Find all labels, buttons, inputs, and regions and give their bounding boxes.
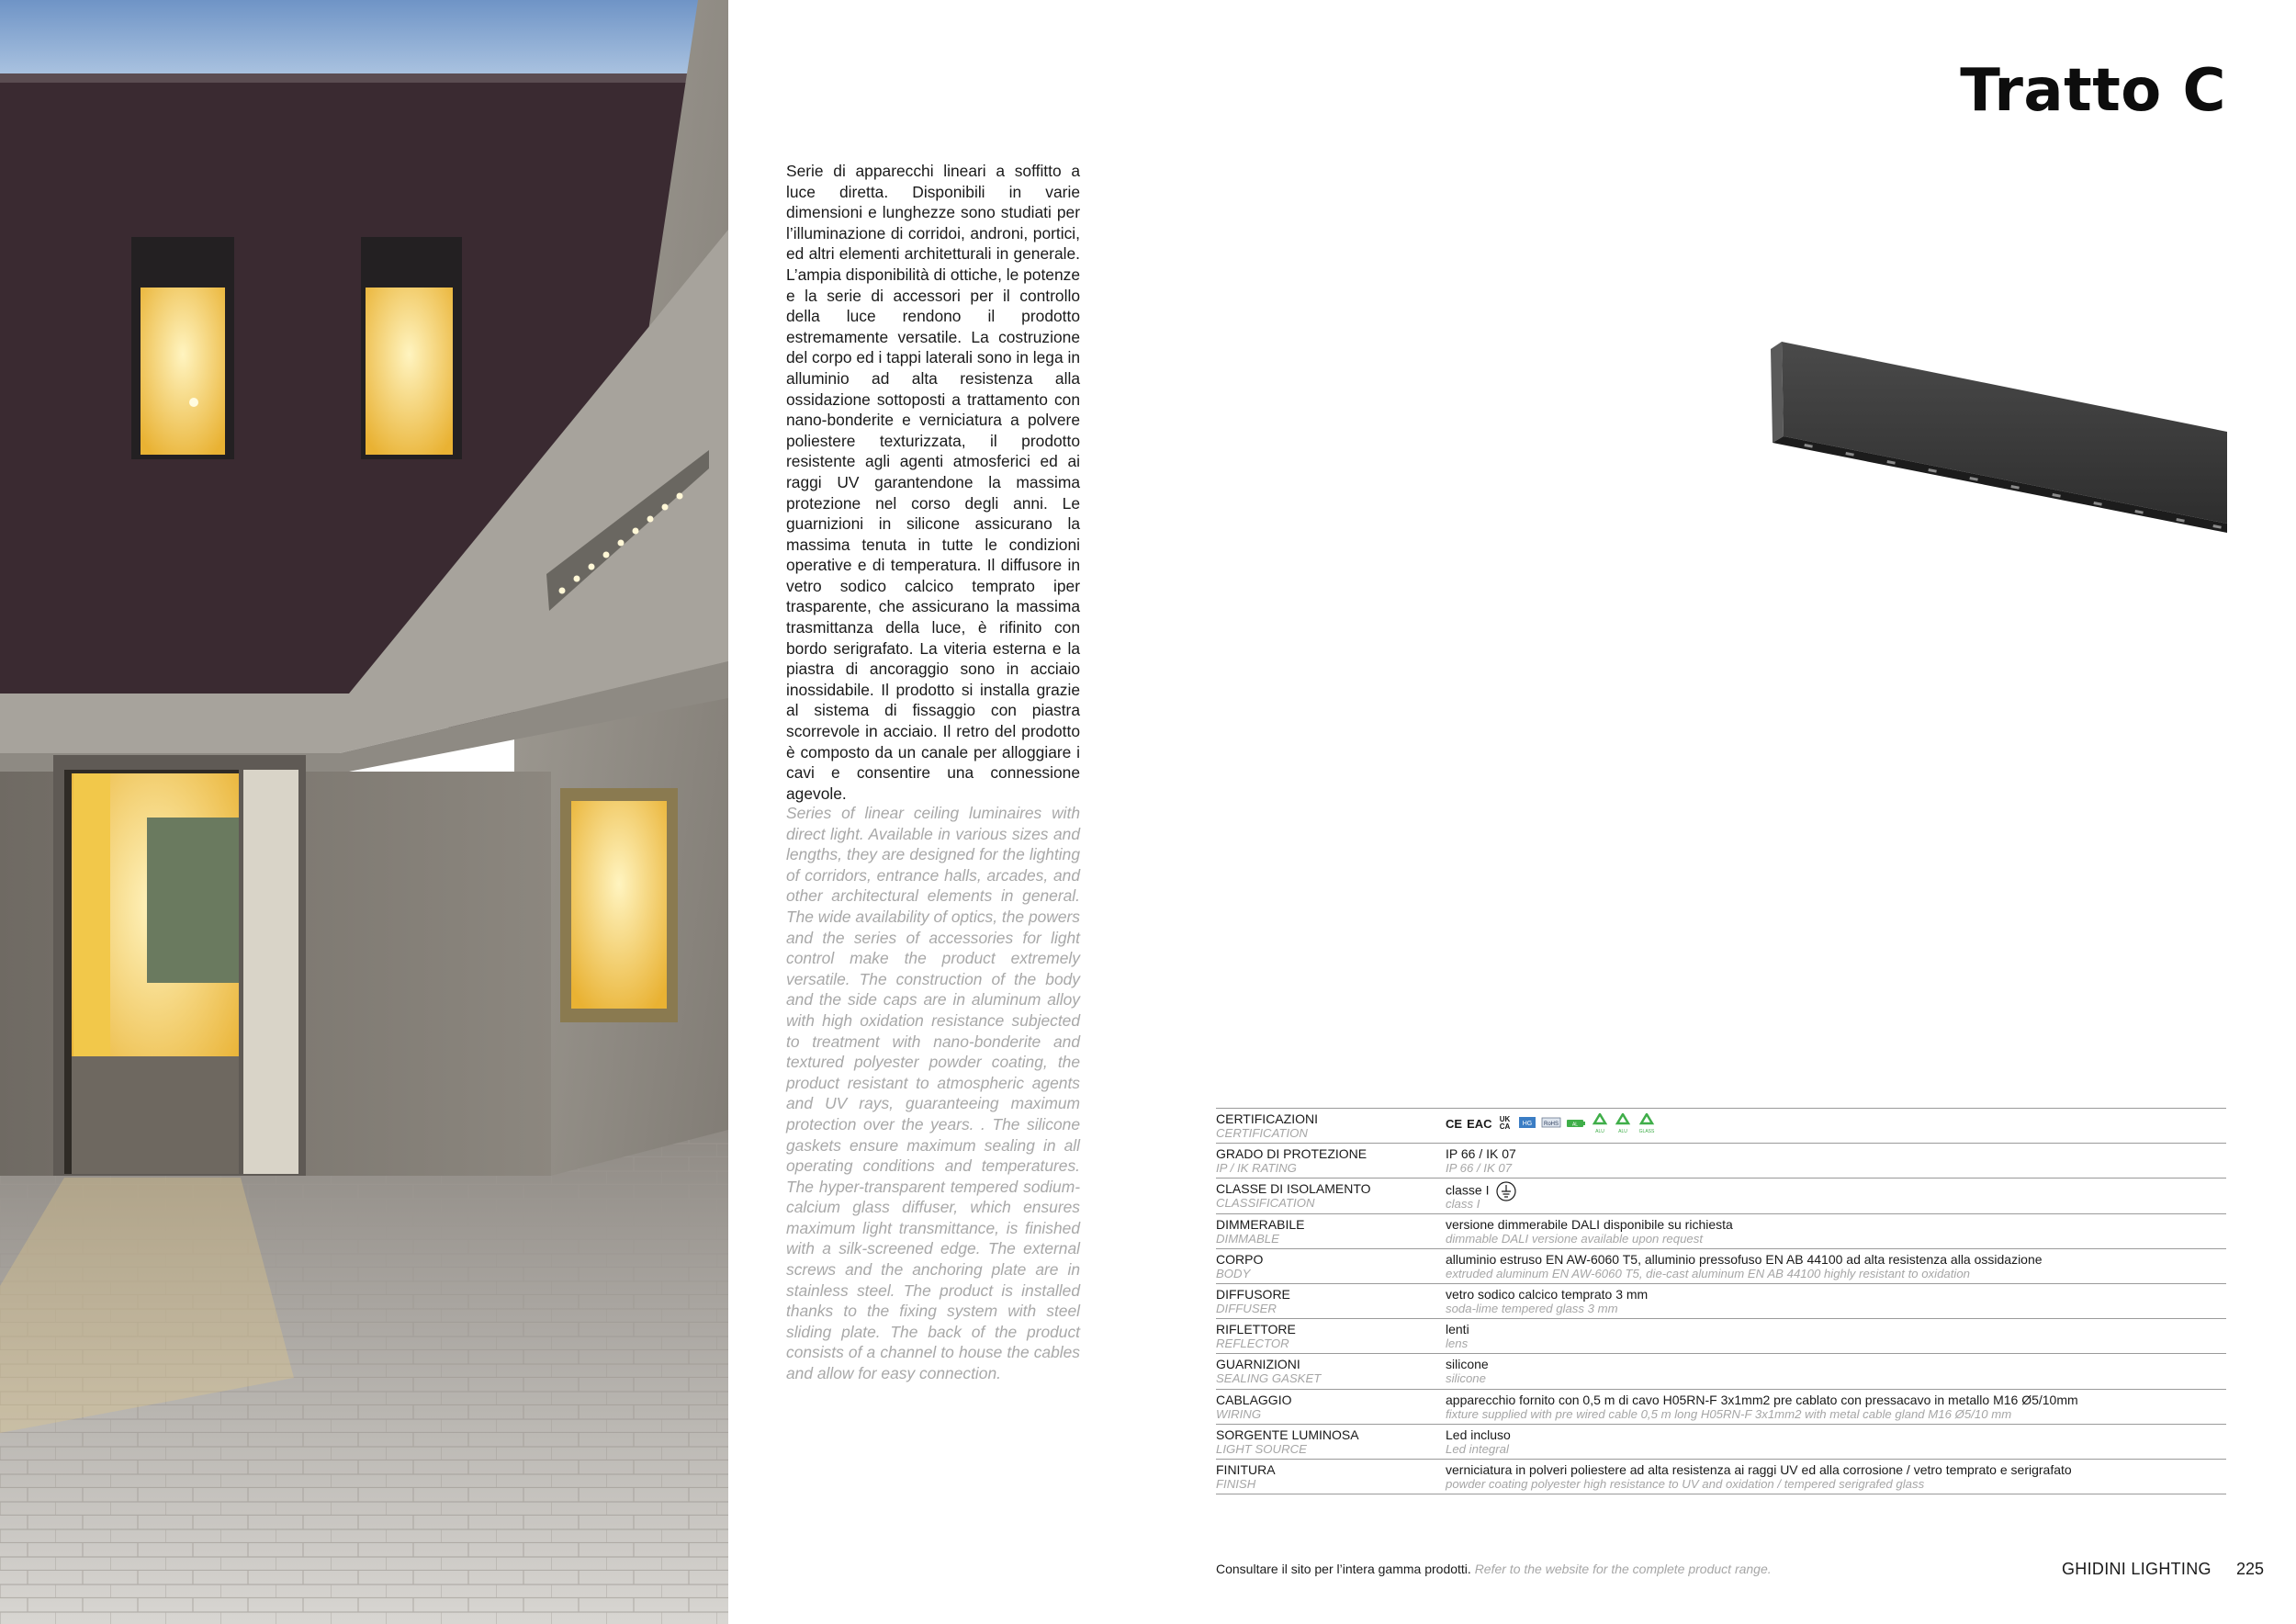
rohs-badge-icon: [1541, 1114, 1561, 1133]
spec-row-light-source: [1216, 1425, 2226, 1460]
spec-label: CORPO: [1216, 1251, 1264, 1267]
brand-name: GHIDINI LIGHTING: [2062, 1560, 2212, 1578]
spec-row-dimmable: [1216, 1214, 2226, 1249]
spec-value: verniciatura in polveri poliestere ad alta resistenza ai raggi UV ed alla corrosione / vetro temprato e serigrafato: [1446, 1461, 2072, 1477]
spec-row-reflector: [1216, 1319, 2226, 1354]
svg-text:RoHS: RoHS: [1543, 1122, 1559, 1127]
spec-label-en: CERTIFICATION: [1216, 1126, 1308, 1140]
spec-value-en: extruded aluminum EN AW-6060 T5, die-cast aluminum EN AB 44100 highly resistant to oxidation: [1446, 1266, 1971, 1280]
spec-label: SORGENTE LUMINOSA: [1216, 1427, 1359, 1442]
spec-value-en: lens: [1446, 1336, 1469, 1351]
ukca-mark-icon: UK CA: [1499, 1115, 1511, 1131]
spec-value-en: class I: [1446, 1197, 1480, 1212]
spec-row-certifications: [1216, 1109, 2226, 1144]
spec-row-finish: [1216, 1460, 2226, 1494]
spec-value-en: Led integral: [1446, 1441, 1509, 1456]
ce-mark-icon: CE: [1446, 1116, 1463, 1131]
svg-text:ALU: ALU: [1594, 1129, 1604, 1133]
recycle-icon: [1614, 1113, 1632, 1133]
spec-table: [1216, 1108, 2226, 1494]
svg-text:HG: HG: [1522, 1121, 1532, 1127]
spec-label-en: REFLECTOR: [1216, 1336, 1289, 1351]
footer-note-en: Refer to the website for the complete product range.: [1474, 1562, 1772, 1576]
spec-value-en: silicone: [1446, 1371, 1486, 1386]
spec-row-ip-rating: [1216, 1144, 2226, 1179]
spec-label: DIMMERABILE: [1216, 1216, 1305, 1232]
svg-text:GLASS: GLASS: [1638, 1129, 1654, 1133]
spec-label: CABLAGGIO: [1216, 1392, 1292, 1407]
spec-value: classe I: [1446, 1183, 1490, 1199]
eac-mark-icon: EAC: [1467, 1116, 1492, 1131]
spec-value: Led incluso: [1446, 1427, 1511, 1442]
spec-label-en: FINISH: [1216, 1476, 1256, 1491]
lower-window: [571, 801, 667, 1009]
spec-label: CERTIFICAZIONI: [1216, 1111, 1318, 1126]
spec-value-en: IP 66 / IK 07: [1446, 1161, 1513, 1176]
spec-value: versione dimmerabile DALI disponibile su richiesta: [1446, 1216, 1733, 1232]
spec-value-en: fixture supplied with pre wired cable 0,5 m long H05RN-F 3x1mm2 with metal cable gland M16 Ø5/10 mm: [1446, 1406, 2012, 1421]
spec-row-body: [1216, 1249, 2226, 1284]
spec-label-en: CLASSIFICATION: [1216, 1196, 1315, 1211]
spec-value-en: powder coating polyester high resistance to UV and oxidation / tempered serigrafed glass: [1446, 1476, 1925, 1491]
recycle-icon: [1637, 1113, 1657, 1133]
hero-photo: [0, 0, 728, 1624]
hg-badge-icon: [1518, 1114, 1536, 1133]
spec-value: silicone: [1446, 1357, 1489, 1372]
spec-label-en: LIGHT SOURCE: [1216, 1441, 1307, 1456]
spec-label: CLASSE DI ISOLAMENTO: [1216, 1181, 1371, 1197]
spec-row-gasket: [1216, 1354, 2226, 1389]
upper-window-left: [141, 288, 225, 455]
spec-value-en: soda-lime tempered glass 3 mm: [1446, 1301, 1618, 1315]
product-title: Tratto C: [1960, 57, 2226, 125]
spec-row-wiring: [1216, 1390, 2226, 1425]
product-image: [1763, 340, 2232, 551]
spec-value: lenti: [1446, 1322, 1469, 1337]
description-italian: Serie di apparecchi lineari a soffitto a luce diretta. Disponibili in varie dimensioni e lunghezze sono studiati per l’illuminazione di corridoi, androni, portici, ed altri elementi architetturali in generale. L’ampia disponibilità di ottiche, le potenze e la serie di accessori per il controllo della luce rendono il prodotto estremamente versatile. La costruzione del corpo ed i tappi laterali sono in lega in alluminio ad alta resistenza alla ossidazione sottoposti a trattamento con nano-bonderite e verniciatura a polvere poliestere texturizzata, il prodotto resistente agli agenti atmosferici ed ai raggi UV garantendone la massima protezione nel corso degli anni. Le guarnizioni in silicone assicurano la massima tenuta in tutte le condizioni operative e di temperatura. Il diffusore in vetro sodico calcico temprato iper trasparente, che assicurano la massima trasmittanza della luce, è rifinito con bordo serigrafato. La viteria esterna e la piastra di ancoraggio sono in acciaio inossidabile. Il prodotto si installa grazie al sistema di fissaggio con piastra scorrevole in acciaio. Il retro del prodotto è composto da un canale per alloggiare i cavi e consentire una connessione agevole.: [786, 162, 1081, 803]
spec-label: FINITURA: [1216, 1461, 1276, 1477]
spec-label-en: DIFFUSER: [1216, 1301, 1277, 1315]
spec-value: alluminio estruso EN AW-6060 T5, alluminio pressofuso EN AB 44100 ad alta resistenza alla ossidazione: [1446, 1251, 2043, 1267]
spec-label-en: SEALING GASKET: [1216, 1371, 1322, 1386]
fixture-body: [1782, 342, 2227, 524]
spec-value-en: dimmable DALI versione available upon request: [1446, 1231, 1704, 1246]
spec-label: DIFFUSORE: [1216, 1286, 1290, 1302]
spec-label: GRADO DI PROTEZIONE: [1216, 1146, 1367, 1162]
spec-label-en: DIMMABLE: [1216, 1231, 1279, 1246]
spec-row-diffuser: [1216, 1284, 2226, 1319]
recycle-icon: [1591, 1113, 1609, 1133]
upper-window-right: [366, 288, 453, 455]
spec-value: IP 66 / IK 07: [1446, 1146, 1516, 1162]
svg-text:ALU: ALU: [1617, 1129, 1627, 1133]
fixture-end-cap: [1771, 342, 1784, 443]
class-i-earth-icon: [1496, 1181, 1516, 1201]
spec-label-en: WIRING: [1216, 1406, 1262, 1421]
battery-badge-icon: [1566, 1114, 1586, 1133]
spec-label-en: BODY: [1216, 1266, 1251, 1280]
footer-note-it: Consultare il sito per l’intera gamma prodotti.: [1216, 1562, 1471, 1576]
page-number: 225: [2236, 1560, 2265, 1578]
footer-note: [1216, 1562, 1772, 1576]
spec-label: GUARNIZIONI: [1216, 1357, 1300, 1372]
svg-text:AL: AL: [1571, 1122, 1578, 1128]
spec-value: apparecchio fornito con 0,5 m di cavo H05RN-F 3x1mm2 pre cablato con pressacavo in metallo M16 Ø5/10mm: [1446, 1392, 2078, 1407]
spec-label-en: IP / IK RATING: [1216, 1161, 1297, 1176]
spec-label: RIFLETTORE: [1216, 1322, 1296, 1337]
spec-row-classification: [1216, 1179, 2226, 1213]
description-english: Series of linear ceiling luminaires with direct light. Available in various sizes and lengths, they are designed for the lighting of corridors, entrance halls, arcades, and other architectural elements in general. The wide availability of optics, the powers and the series of accessories for light control make the product extremely versatile. The construction of the body and the side caps are in aluminum alloy with high oxidation resistance subjected to treatment with nano-bonderite and textured polyester powder coating, the product resistant to atmospheric agents and UV rays, guaranteeing maximum protection over the years. . The silicone gaskets ensure maximum sealing in all operating conditions and temperatures. The hyper-transparent tempered sodium-calcium glass diffuser, which ensures maximum light transmittance, is finished with a silk-screened edge. The external screws and the anchoring plate are in stainless steel. The product is installed thanks to the fixing system with steel sliding plate. The back of the product consists of a channel to house the cables and allow for easy connection.: [786, 804, 1080, 1383]
spec-value: vetro sodico calcico temprato 3 mm: [1446, 1286, 1649, 1302]
